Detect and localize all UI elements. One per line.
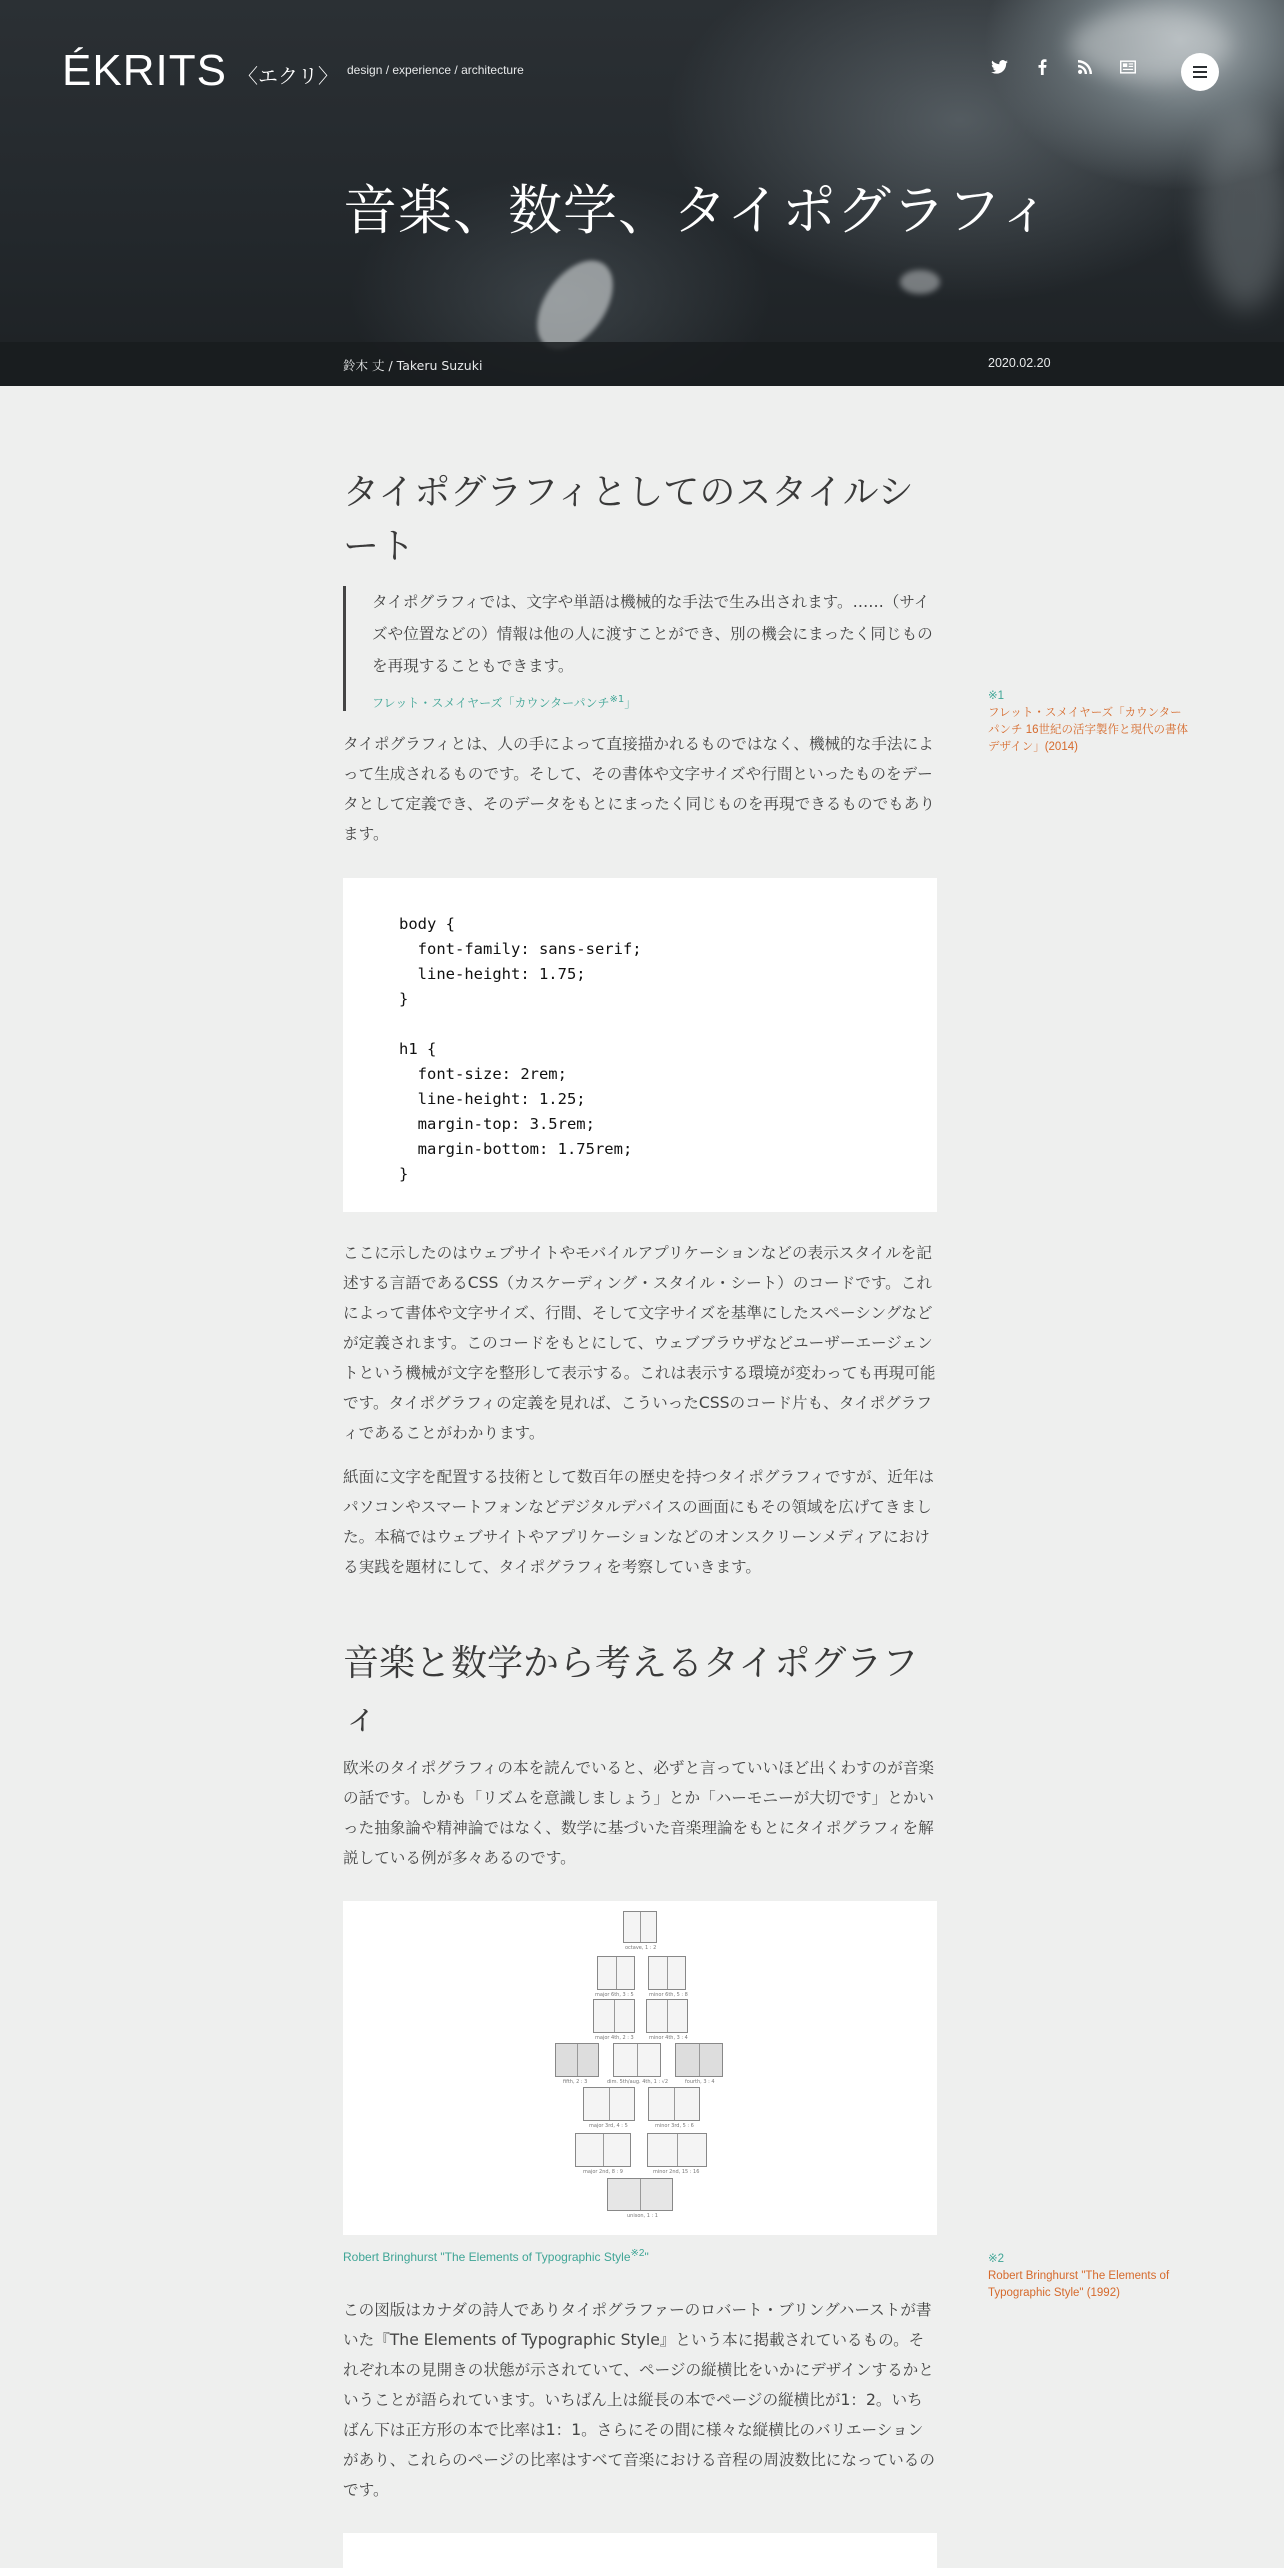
page-spread (575, 2133, 631, 2167)
site-logo[interactable]: ÉKRITS (62, 46, 227, 95)
section-heading: タイポグラフィとしてのスタイルシート (343, 472, 914, 567)
paragraph: この図版はカナダの詩人でありタイポグラファーのロバート・ブリングハーストが書いた『The Elements of Typographic Style』という本に掲載されているもの。それぞれ本の見開きの状態が示されていて、ページの縦横比をいかにデザインするかということが語られています。いちばん上は縦長の本でページの縦横比が1：2。いちばん下は正方形の本で比率は1：1。さらにその間に様々な縦横比のバリエーションがあり、これらのページの比率はすべて音楽における音程の周波数比になっているのです。 (343, 2301, 935, 2499)
article-title: 音楽、数学、タイポグラフィ (343, 179, 1053, 242)
css-code: body { font-family: sans-serif; line-height: 1.75; } h1 { font-size: 2rem; line-height: 1.25; margin-top: 3.5rem; margin-bottom: 1.75rem; } (399, 915, 642, 1183)
page-spread (623, 1911, 657, 1943)
page-spread (647, 2133, 707, 2167)
article-date: 2020.02.20 (988, 356, 1051, 370)
figure-label: minor 3rd, 5 : 6 (655, 2123, 694, 2129)
hamburger-menu-icon[interactable] (1181, 53, 1219, 91)
sidenote-mark: ※2 (988, 2253, 1005, 2265)
page-spread (613, 2043, 661, 2077)
section-heading: 音楽と数学から考えるタイポグラフィ (343, 1643, 919, 1738)
figure-label: fourth, 3 : 4 (685, 2079, 715, 2085)
hero-image-highlight (900, 270, 940, 294)
quote-citation (372, 694, 937, 711)
quote-text: タイポグラフィでは、文字や単語は機械的な手法で生み出されます。……（サイズや位置などの）情報は他の人に渡すことができ、別の機会にまったく同じものを再現することもできます。 (372, 593, 933, 675)
paragraph: 欧米のタイポグラフィの本を読んでいると、必ずと言っていいほど出くわすのが音楽の話です。しかも「リズムを意識しましょう」とか「ハーモニーが大切です」とかいった抽象論や精神論ではなく、数学に基づいた音楽理論をもとにタイポグラフィを解説している例が多々あるのです。 (343, 1759, 935, 1867)
sidenote-mark: ※1 (988, 690, 1005, 702)
feed-icon[interactable] (1119, 58, 1137, 76)
sidenote-text: フレット・スメイヤーズ「カウンターパンチ 16世紀の活字製作と現代の書体デザイン」(2014) (988, 707, 1188, 753)
blockquote (343, 586, 937, 711)
article-meta-bar (0, 342, 1284, 386)
figure-caption-tail: " (644, 2250, 649, 2264)
figure-label: dim. 5th/aug. 4th, 1 : √2 (607, 2079, 669, 2085)
figure-caption-text: Robert Bringhurst "The Elements of Typographic Style (343, 2250, 631, 2264)
figure-label: fifth, 2 : 3 (563, 2079, 588, 2085)
figure-label: minor 6th, 5 : 8 (649, 1992, 688, 1998)
figure-label: major 4th, 2 : 3 (595, 2035, 634, 2041)
hero-header (0, 0, 1284, 386)
figure-label: minor 2nd, 15 : 16 (653, 2169, 700, 2175)
paragraph: 紙面に文字を配置する技術として数百年の歴史を持つタイポグラフィですが、近年はパソコンやスマートフォンなどデジタルデバイスの画面にもその領域を広げてきました。本稿ではウェブサイトやアプリケーションなどのオンスクリーンメディアにおける実践を題材にして、タイポグラフィを考察していきます。 (343, 1468, 935, 1576)
paragraph: タイポグラフィとは、人の手によって直接描かれるものではなく、機械的な手法によって生成されるものです。そして、その書体や文字サイズや行間といったものをデータとして定義でき、そのデータをもとにまったく同じものを再現できるものでもあります。 (343, 735, 935, 843)
code-block (343, 878, 937, 1212)
paragraph: ここに示したのはウェブサイトやモバイルアプリケーションなどの表示スタイルを記述する言語であるCSS（カスケーディング・スタイル・シート）のコードです。これによって書体や文字サイズ、行間、そして文字サイズを基準にしたスペーシングなどが定義されます。このコードをもとにして、ウェブブラウザなどユーザーエージェントという機械が文字を整形して表示する。これは表示する環境が変わっても再現可能です。タイポグラフィの定義を見れば、こういったCSSのコード片も、タイポグラフィであることがわかります。 (343, 1244, 936, 1442)
page-spread (593, 1999, 635, 2033)
sidenote-text: Robert Bringhurst "The Elements of Typographic Style" (1992) (988, 2270, 1170, 2299)
rss-icon[interactable] (1076, 58, 1094, 76)
sidenote-2 (988, 2251, 1188, 2302)
facebook-icon[interactable] (1033, 58, 1051, 76)
figure-label: octave, 1 : 2 (625, 1945, 657, 1951)
social-nav (990, 58, 1137, 76)
page-spread (555, 2043, 599, 2077)
figure-label: major 2nd, 8 : 9 (583, 2169, 623, 2175)
page-spread (607, 2178, 673, 2211)
article-author[interactable]: 鈴木 丈 / Takeru Suzuki (343, 358, 483, 373)
quote-citation-text: フレット・スメイヤーズ「カウンターパンチ (372, 696, 610, 710)
twitter-icon[interactable] (990, 58, 1008, 76)
sidenote-1 (988, 688, 1188, 756)
page-spread (648, 2087, 700, 2121)
figure-placeholder (343, 2533, 937, 2568)
page-spread (646, 1999, 688, 2033)
page-spread (583, 2087, 635, 2121)
figure-label: major 3rd, 4 : 5 (589, 2123, 628, 2129)
figure-caption (343, 2248, 649, 2264)
footnote-ref-1[interactable]: ※1 (609, 694, 625, 705)
quote-citation-tail: 」 (624, 696, 637, 710)
page-spread (675, 2043, 723, 2077)
site-logo-kana[interactable]: 〈エクリ〉 (238, 64, 338, 88)
footnote-ref-2[interactable]: ※2 (630, 2248, 645, 2259)
page-spread (597, 1956, 635, 1990)
book-proportions-figure (343, 1901, 937, 2235)
figure-label: major 6th, 3 : 5 (595, 1992, 634, 1998)
page-spread (648, 1956, 686, 1990)
hero-image-highlight (1200, 110, 1284, 310)
figure-label: unison, 1 : 1 (627, 2213, 658, 2219)
site-tagline: design / experience / architecture (347, 63, 524, 77)
figure-label: minor 4th, 3 : 4 (649, 2035, 688, 2041)
